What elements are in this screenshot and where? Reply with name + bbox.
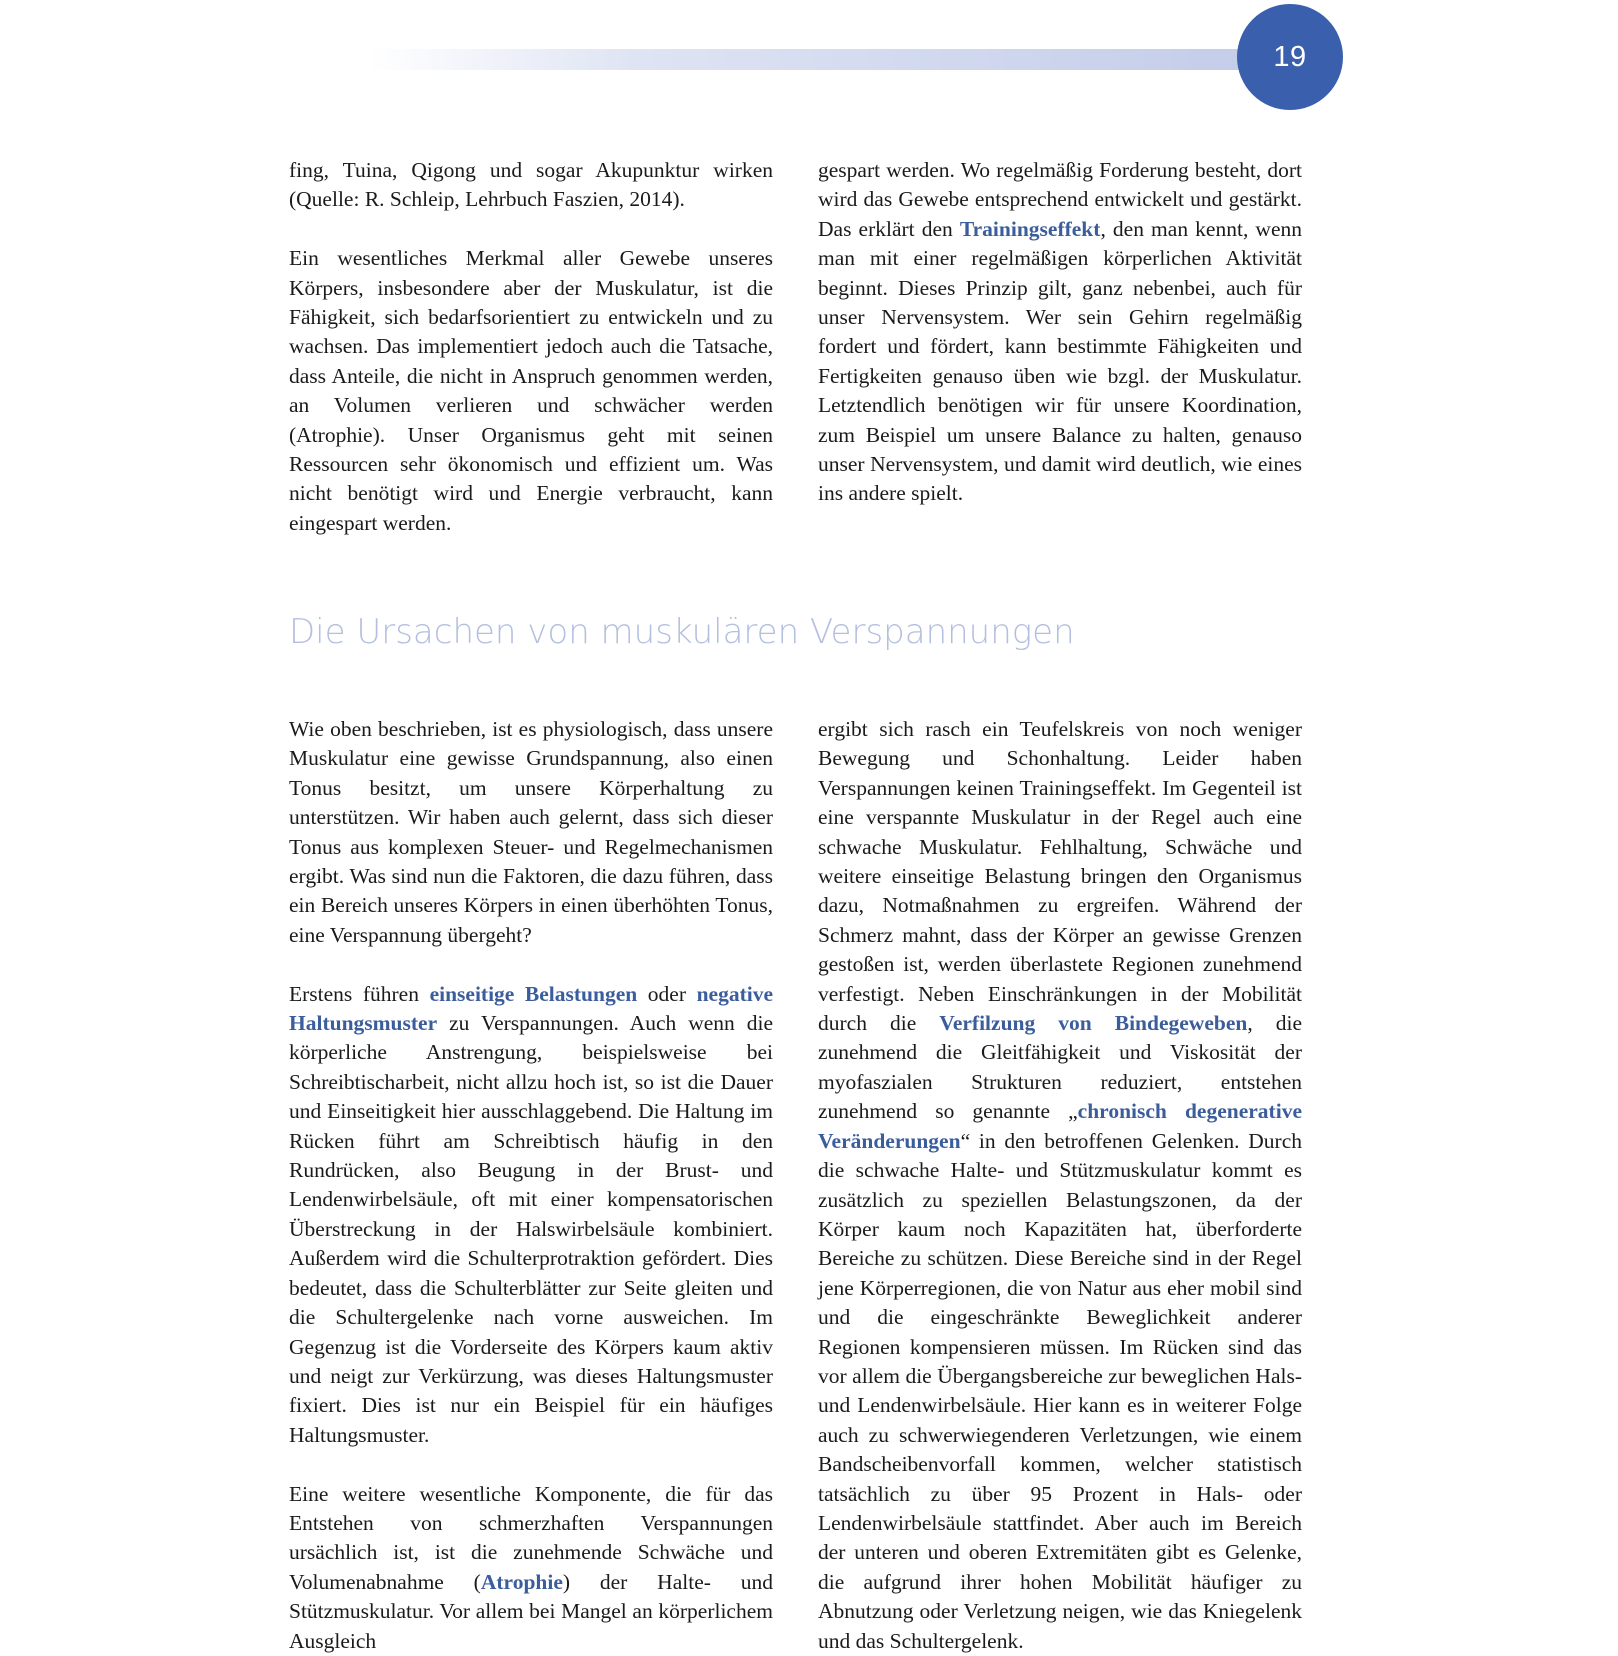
text-run: Erstens führen [289,981,430,1006]
paragraph: fing, Tuina, Qigong und sogar Akupunktur wirken (Quelle: R. Schleip, Lehrbuch Faszien, 2014). [289,158,773,212]
paragraph [818,156,1302,509]
text-run: ) der Halte- und Stützmuskulatur. Vor allem bei Mangel an körperlichem Ausgleich [289,1569,773,1653]
paragraph: Ein wesentliches Merkmal aller Gewebe unseres Körpers, insbesondere aber der Muskulatur, ist die Fähigkeit, sich bedarfsorientiert zu entwickeln und zu wachsen. Das implementiert jedoch auch die Tatsache, dass Anteile, die nicht in Anspruch genommen werden, an Volumen verlieren und schwächer werden (Atrophie). Unser Organismus geht mit seinen Ressourcen sehr ökonomisch und effizient um. Was nicht benötigt wird und Energie verbraucht, kann eingespart werden. [289,246,773,535]
text-run: ergibt sich rasch ein Teufelskreis von noch weniger Bewegung und Schonhaltung. Leider haben Verspannungen keinen Trainingseffekt. Im Gegenteil ist eine verspannte Muskulatur in der Regel auch eine schwache Muskulatur. Fehlhaltung, Schwäche und weitere einseitige Belastung bringen den Organismus dazu, Notmaßnahmen zu ergreifen. Während der Schmerz mahnt, dass der Körper an gewisse Grenzen gestoßen ist, werden überlastete Regionen zunehmend verfestigt. Neben Einschränkungen in der Mobilität durch die [818,717,1302,1036]
paragraph: Wie oben beschrieben, ist es physiologisch, dass unsere Muskulatur eine gewisse Grundspannung, also einen Tonus besitzt, um unsere Körperhaltung zu unterstützen. Wir haben auch gelernt, dass sich dieser Tonus aus komplexen Steuer- und Regelmechanismen ergibt. Was sind nun die Faktoren, die dazu führen, dass ein Bereich unseres Körpers in einen überhöhten Tonus, eine Verspannung übergeht? [289,717,773,947]
highlight-term: Atrophie [480,1569,563,1594]
paragraph [289,1480,773,1656]
paragraph [289,980,773,1451]
section-heading: Die Ursachen von muskulären Verspannungen [289,612,1075,652]
bottom-left-column [289,715,773,1656]
top-right-column [818,156,1302,509]
highlight-term: negative Haltungsmuster [289,981,774,1036]
page-number-badge [1237,4,1343,110]
page-number: 19 [1273,40,1307,73]
top-left-column [289,156,773,538]
text-run: Eine weitere wesentliche Komponente, die für das Entstehen von schmerzhaften Verspannungen ursächlich ist, ist die zunehmende Schwäche und Volumenabnahme ( [289,1481,773,1594]
highlight-term: einseitige Belastungen [429,981,638,1006]
paragraph [818,715,1302,1656]
bottom-right-column [818,715,1302,1656]
text-run: zu Verspannungen. Auch wenn die körperliche Anstrengung, beispielsweise bei Schreibtischarbeit, nicht allzu hoch ist, so ist die Dauer und Einseitigkeit hier ausschlaggebend. Die Haltung im Rücken führt am Schreibtisch häufig in den Rundrücken, also Beugung in der Brust- und Lendenwirbelsäule, oft mit einer kompensatorischen Überstreckung in der Halswirbelsäule kombiniert. Außerdem wird die Schulterprotraktion gefördert. Dies bedeutet, dass die Schulterblätter zur Seite gleiten und die Schultergelenke nach vorne ausweichen. Im Gegenzug ist die Vorderseite des Körpers kaum aktiv und neigt zur Verkürzung, was dieses Haltungsmuster fixiert. Dies ist nur ein Beispiel für ein häufiges Haltungsmuster. [289,1011,773,1447]
text-run: oder [637,981,697,1006]
header-gradient-bar [370,49,1250,70]
text-run: , den man kennt, wenn man mit einer regelmäßigen körperlichen Aktivität beginnt. Dieses Prinzip gilt, ganz nebenbei, auch für unser Nervensystem. Wer sein Gehirn regelmäßig fordert und fördert, kann bestimmte Fähigkeiten und Fertigkeiten genauso üben wie bzgl. der Muskulatur. Letztendlich benötigen wir für unsere Koordination, zum Beispiel um unsere Balance zu halten, genauso unser Nervensystem, und damit wird deutlich, wie eines ins andere spielt. [818,216,1302,506]
text-run: “ in den betroffenen Gelenken. Durch die schwache Halte- und Stützmuskulatur kommt es zusätzlich zu speziellen Belastungszonen, da der Körper kaum noch Kapazitäten hat, überforderte Bereiche zu schützen. Diese Bereiche sind in der Regel jene Körperregionen, die von Natur aus eher mobil sind und die eingeschränkte Beweglichkeit anderer Regionen kompensieren müssen. Im Rücken sind das vor allem die Übergangsbereiche zur beweglichen Hals- und Lendenwirbelsäule. Hier kann es in weiterer Folge auch zu schwerwiegenderen Verletzungen, wie einem Bandscheibenvorfall kommen, welcher statistisch tatsächlich zu über 95 Prozent in Hals- oder Lendenwirbelsäule stattfindet. Aber auch im Bereich der unteren und oberen Extremitäten gibt es Gelenke, die aufgrund ihrer hohen Mobilität häufiger zu Abnutzung oder Verletzung neigen, wie das Kniegelenk und das Schultergelenk. [818,1128,1302,1653]
highlight-term: Verfilzung von Bindegeweben [939,1011,1248,1036]
highlight-term: Trainingseffekt [959,216,1101,241]
highlight-term: chronisch degenerative Veränderungen [818,1099,1302,1153]
text-run: , die zunehmend die Gleitfähigkeit und Viskosität der myofaszialen Strukturen reduziert, entstehen zunehmend so genannte „ [818,1011,1303,1124]
text-run: gespart werden. Wo regelmäßig Forderung besteht, dort wird das Gewebe entsprechend entwickelt und gestärkt. Das erklärt den [818,158,1302,241]
